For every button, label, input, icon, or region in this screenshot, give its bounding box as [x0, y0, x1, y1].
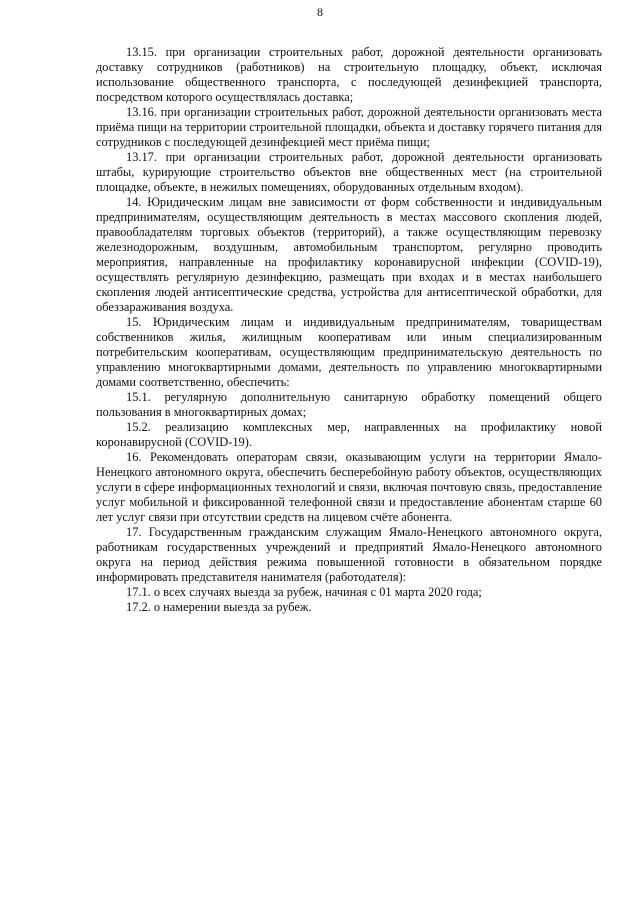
- paragraph-13-16: 13.16. при организации строительных работ, дорожной деятельности организовать места приёма пищи на территории строительной площадки, объекта и доставку горячего питания для сотрудников с последующей дезинфекцией мест приёма пищи;: [96, 105, 602, 149]
- paragraph-15: 15. Юридическим лицам и индивидуальным предпринимателям, товариществам собственников жилья, жилищным кооперативам или иным специализированным потребительским кооперативам, осуществляющим предпринимательскую деятельность по управлению многоквартирными домами, деятельность по управлению многоквартирными домами соответственно, обеспечить:: [96, 315, 602, 389]
- paragraph-17-2: 17.2. о намерении выезда за рубеж.: [126, 600, 312, 614]
- paragraph-14: 14. Юридическим лицам вне зависимости от форм собственности и индивидуальным предпринимателям, осуществляющим деятельность в местах массового скопления людей, правообладателям торговых объектов (территорий), а также осуществляющим перевозку железнодорожным, воздушным, автомобильным транспортом, регулярно проводить мероприятия, направленные на профилактику коронавирусной инфекции (COVID-19), осуществлять регулярную дезинфекцию, размещать при входах и в местах наибольшего скопления людей антисептические средства, устройства для антисептической обработки, для обеззараживания воздуха.: [96, 195, 602, 314]
- document-body: [96, 45, 602, 615]
- paragraph-17-1: 17.1. о всех случаях выезда за рубеж, начиная с 01 марта 2020 года;: [126, 585, 482, 599]
- paragraph-15-1: 15.1. регулярную дополнительную санитарную обработку помещений общего пользования в многоквартирных домах;: [96, 390, 602, 419]
- paragraph-17: 17. Государственным гражданским служащим Ямало-Ненецкого автономного округа, работникам государственных учреждений и предприятий Ямало-Ненецкого автономного округа на период действия режима повышенной готовности в обязательном порядке информировать представителя нанимателя (работодателя):: [96, 525, 602, 584]
- paragraph-16: 16. Рекомендовать операторам связи, оказывающим услуги на территории Ямало-Ненецкого автономного округа, обеспечить бесперебойную работу объектов, осуществляющих услуги в сфере информационных технологий и связи, включая почтовую связь, предоставление услуг мобильной и фиксированной телефонной связи и предоставление абонентам старше 60 лет услуг связи при отсутствии средств на лицевом счёте абонента.: [96, 450, 602, 524]
- paragraph-13-15: 13.15. при организации строительных работ, дорожной деятельности организовать доставку сотрудников (работников) на строительную площадку, объект, исключая использование общественного транспорта, с последующей дезинфекцией транспорта, посредством которого осуществлялась доставка;: [96, 45, 602, 104]
- paragraph-15-2: 15.2. реализацию комплексных мер, направленных на профилактику новой коронавирусной (COVID-19).: [96, 420, 602, 449]
- page-number: 8: [317, 5, 323, 19]
- paragraph-13-17: 13.17. при организации строительных работ, дорожной деятельности организовать штабы, курирующие строительство объектов вне общественных мест (на строительной площадке, объекте, в нежилых помещениях, оборудованных отдельным входом).: [96, 150, 602, 194]
